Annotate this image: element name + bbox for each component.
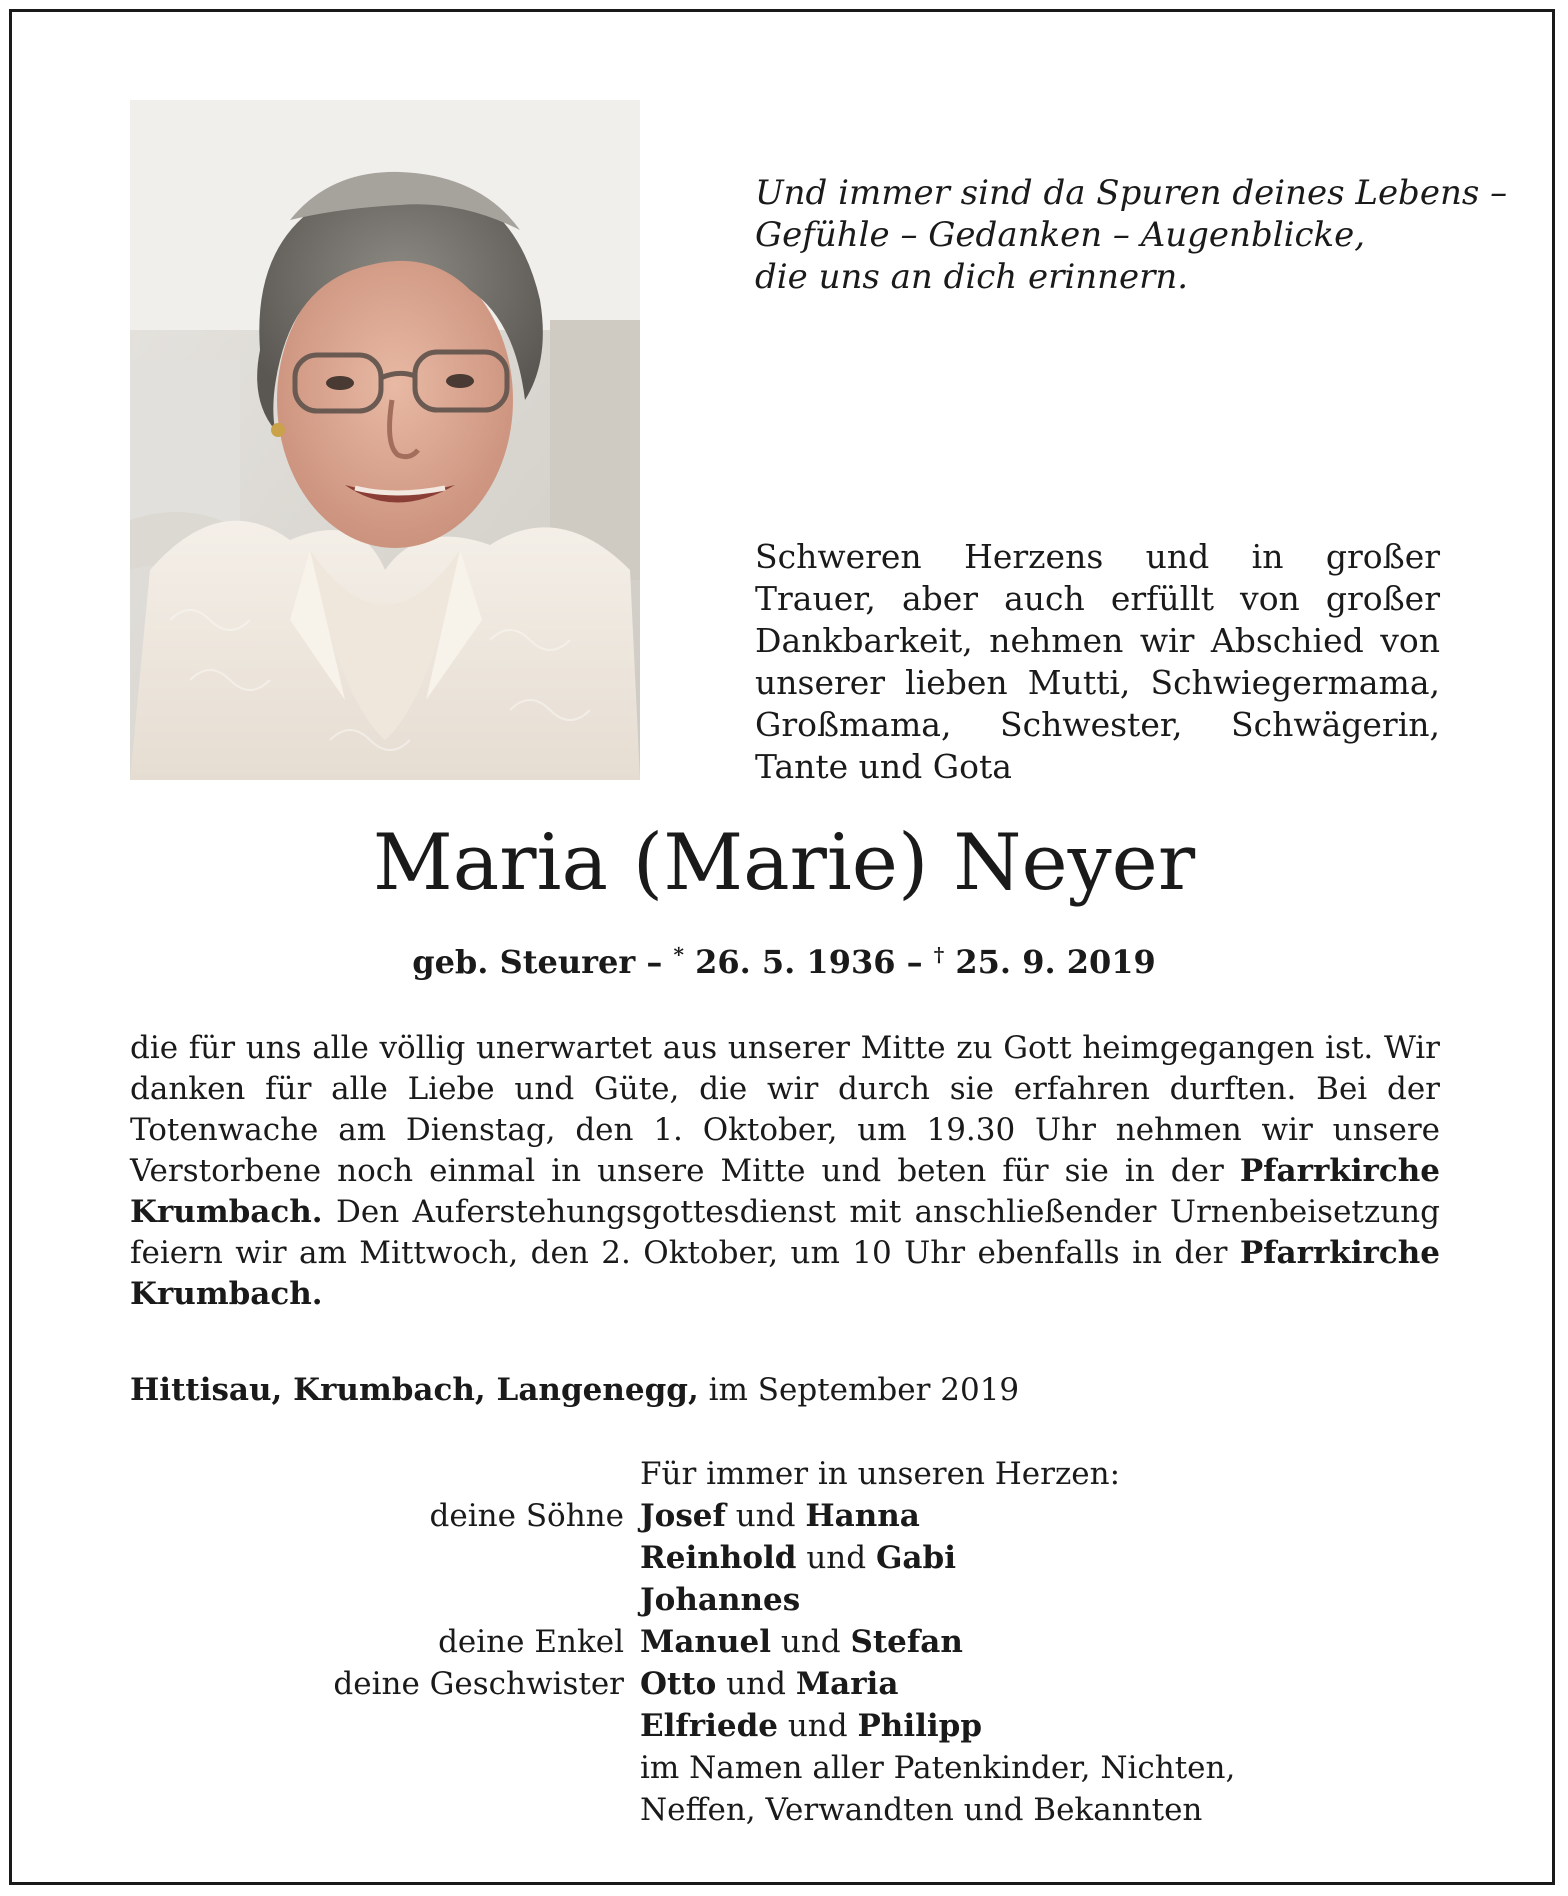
mourner-name: Josef: [640, 1498, 726, 1534]
list-item: [130, 1621, 1490, 1663]
mourner-name: Johannes: [640, 1582, 801, 1618]
relation-label: deine Söhne: [429, 1498, 624, 1534]
portrait-image: [130, 100, 640, 780]
list-item: [130, 1537, 1490, 1579]
connector: und: [725, 1498, 806, 1534]
poem-line: Und immer sind da Spuren deines Lebens –: [755, 173, 1508, 213]
mourner-name: Elfriede: [640, 1708, 778, 1744]
connector: und: [716, 1666, 796, 1702]
towns: Hittisau, Krumbach, Langenegg,: [130, 1372, 699, 1408]
mourner-name: Reinhold: [640, 1540, 797, 1576]
mourners-heading: Für immer in unseren Herzen:: [640, 1456, 1121, 1492]
portrait-photo: [130, 100, 640, 780]
deceased-name: Maria (Marie) Neyer: [372, 818, 1196, 908]
date-separator: –: [895, 943, 934, 981]
relation-label: deine Geschwister: [333, 1666, 624, 1702]
poem: [755, 172, 1515, 298]
died-symbol: †: [933, 942, 945, 967]
mourner-name: Hanna: [805, 1498, 920, 1534]
date-line: im September 2019: [698, 1372, 1020, 1408]
church-name: Pfarrkirche Krumbach.: [130, 1235, 1440, 1312]
list-item: [130, 1495, 1490, 1537]
mourner-name: Manuel: [640, 1624, 771, 1660]
birth-date: 26. 5. 1936: [683, 943, 896, 981]
mourner-name: Gabi: [875, 1540, 956, 1576]
born-symbol: *: [673, 942, 684, 967]
announcement-text: die für uns alle völlig unerwartet aus unserer Mitte zu Gott heimgegangen ist. Wir danken für alle Liebe und Güte, die wir durch sie erfahren durften. Bei der Totenwache am Dienstag, den 1. Oktober, um 19.30 Uhr nehmen wir unsere Verstorbene noch einmal in unsere Mitte und beten für sie in der: [130, 1030, 1440, 1189]
connector: und: [770, 1624, 851, 1660]
poem-line: Gefühle – Gedanken – Augenblicke,: [755, 215, 1366, 255]
mourners-heading-row: [130, 1453, 1490, 1495]
closing-line: Neffen, Verwandten und Bekannten: [640, 1792, 1203, 1828]
announcement-text: Den Auferstehungsgottesdienst mit anschließender Urnenbeisetzung feiern wir am Mittwoch, den 2. Oktober, um 10 Uhr ebenfalls in der: [130, 1194, 1440, 1271]
mourner-name: Philipp: [857, 1708, 982, 1744]
connector: und: [796, 1540, 876, 1576]
birth-name: geb. Steurer: [412, 943, 636, 981]
life-dates: [0, 940, 1568, 984]
intro-text: Schweren Herzens und in großer Trauer, aber auch erfüllt von großer Dankbarkeit, nehmen wir Abschied von unserer lieben Mutti, Schwiegermama, Großmama, Schwester, Schwägerin, Tante und Gota: [755, 537, 1440, 786]
church-name: Pfarrkirche Krumbach.: [130, 1153, 1440, 1230]
mourner-name: Maria: [795, 1666, 899, 1702]
date-separator: –: [635, 943, 674, 981]
mourner-name: Stefan: [850, 1624, 963, 1660]
funeral-announcement: [130, 1028, 1440, 1315]
place-date: [130, 1368, 1430, 1412]
poem-line: die uns an dich erinnern.: [755, 257, 1189, 297]
relation-label: deine Enkel: [438, 1624, 624, 1660]
mourner-name: Otto: [640, 1666, 717, 1702]
list-item: [130, 1789, 1490, 1831]
closing-line: im Namen aller Patenkinder, Nichten,: [640, 1750, 1236, 1786]
list-item: [130, 1747, 1490, 1789]
list-item: [130, 1663, 1490, 1705]
list-item: [130, 1579, 1490, 1621]
mourners-list: [130, 1453, 1490, 1831]
connector: und: [777, 1708, 858, 1744]
list-item: [130, 1705, 1490, 1747]
death-date: 25. 9. 2019: [944, 943, 1156, 981]
